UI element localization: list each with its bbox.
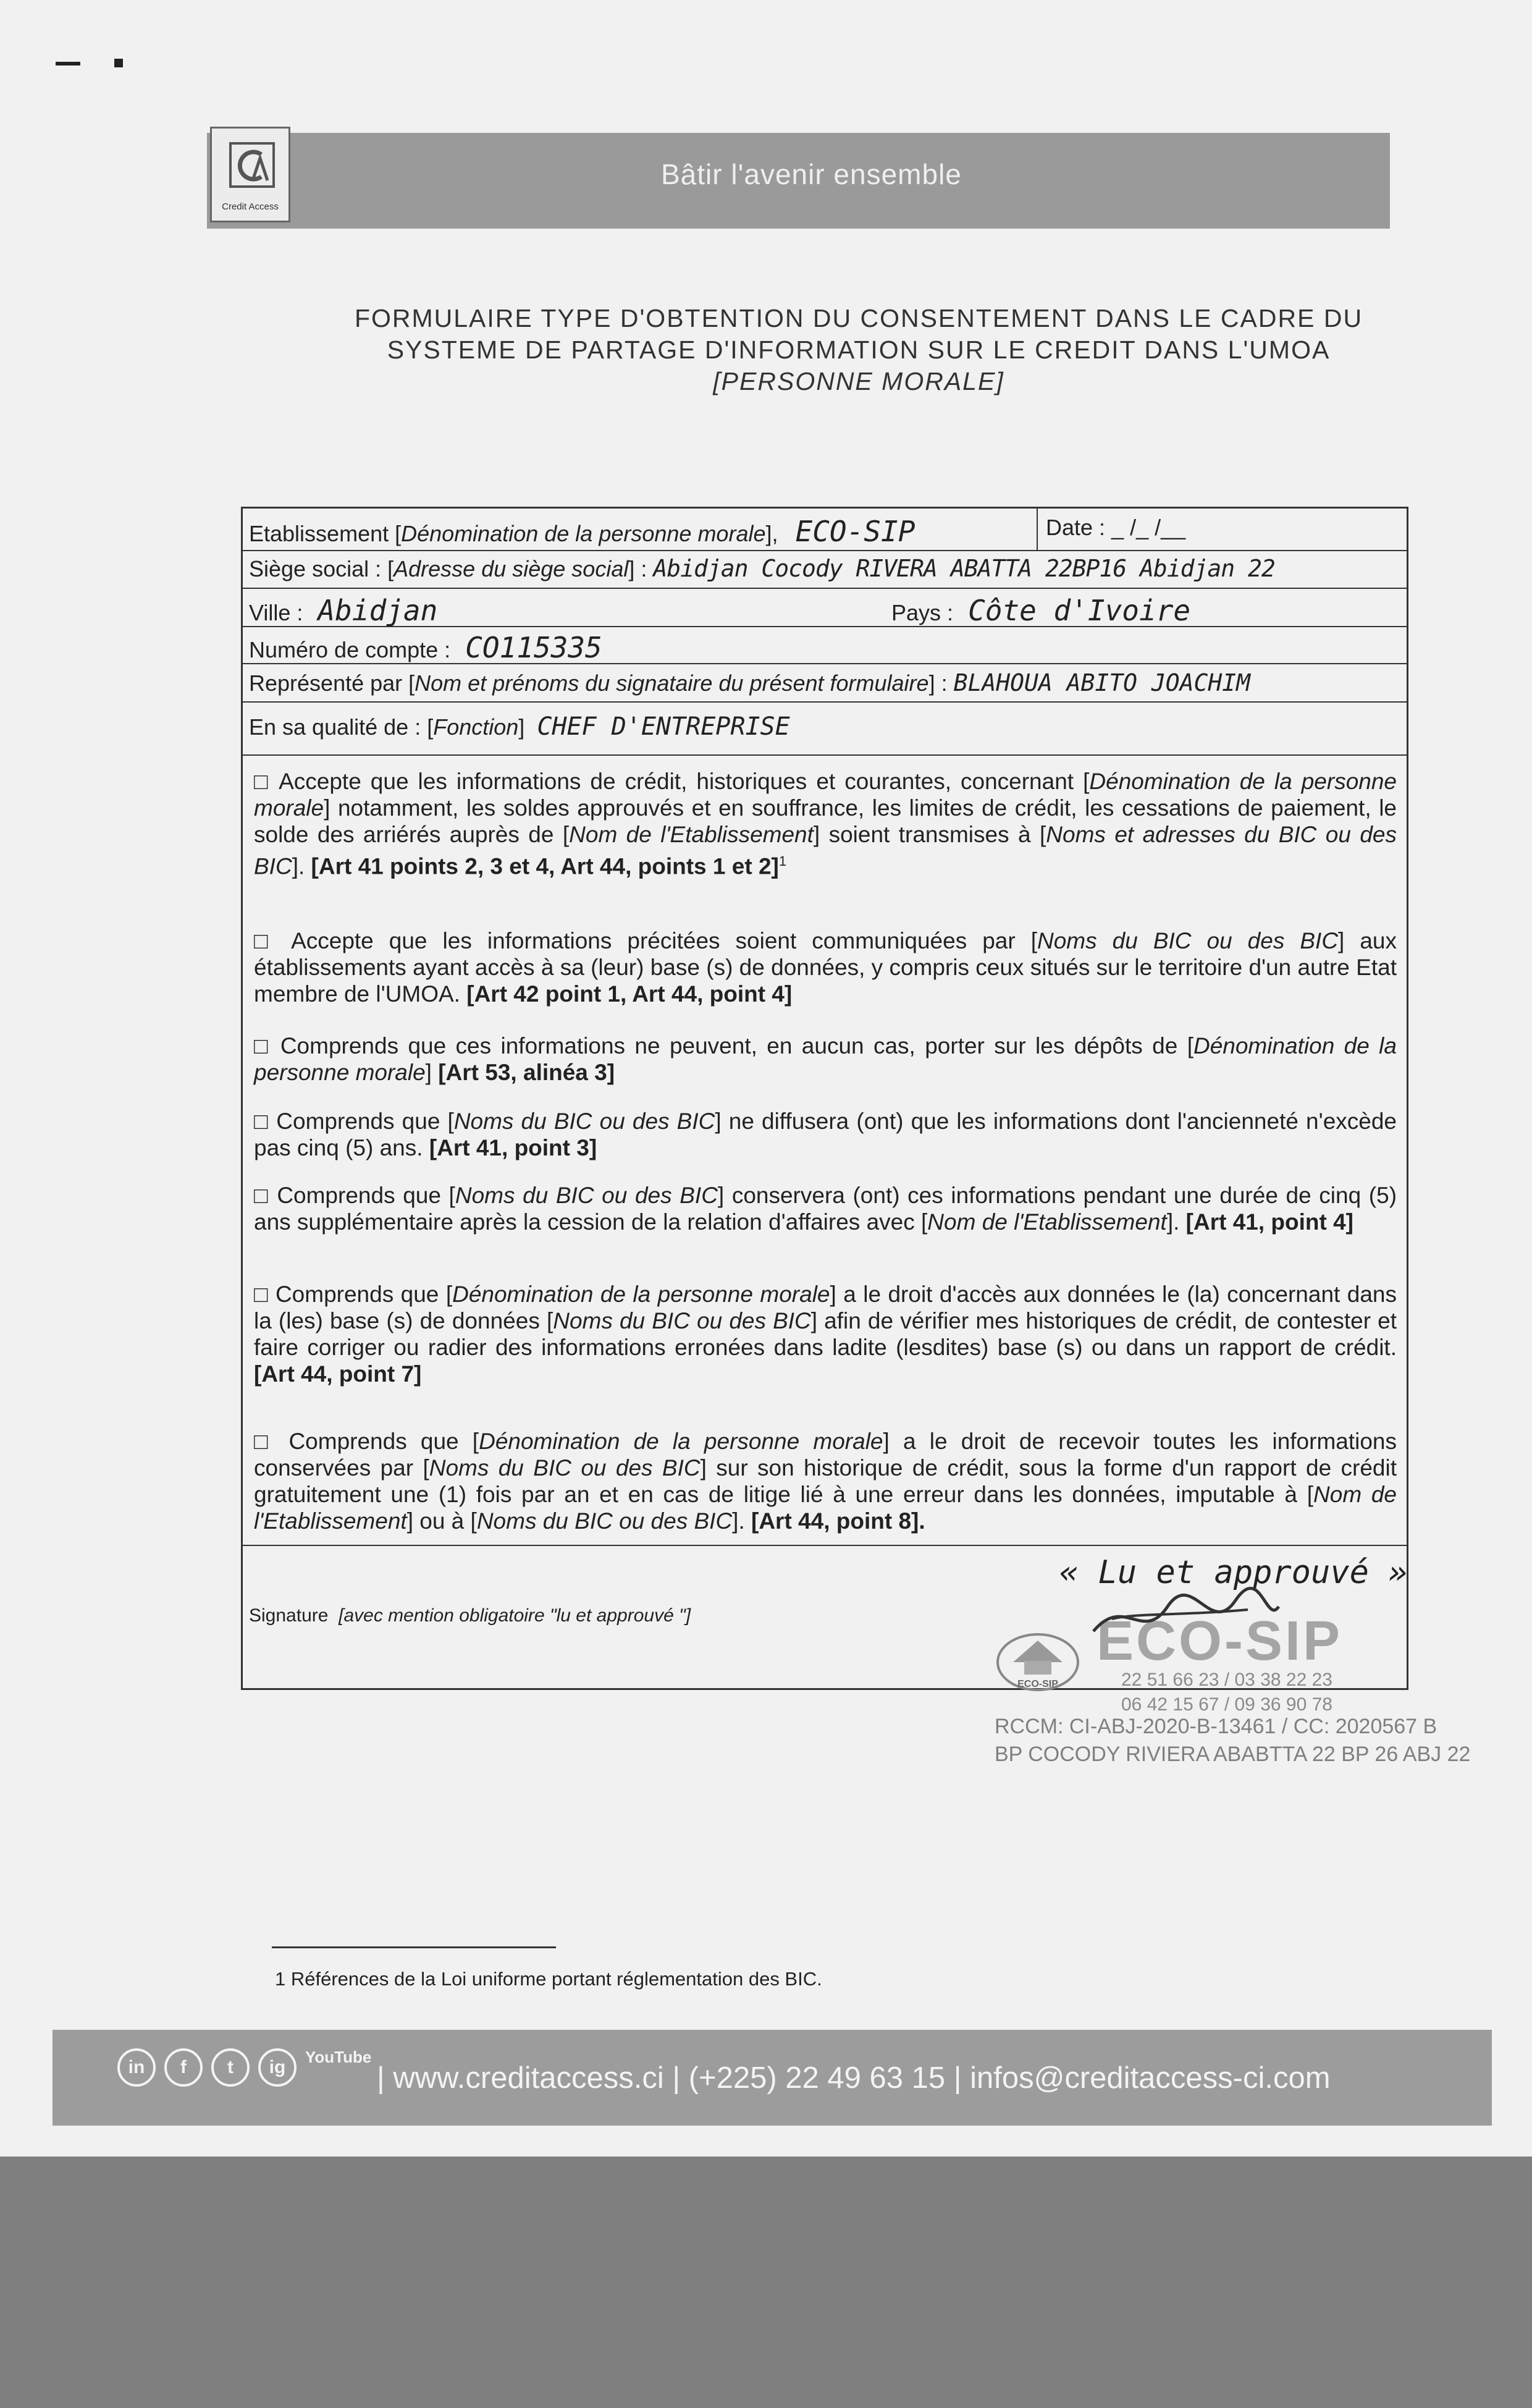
linkedin-icon[interactable]: in	[117, 2048, 156, 2087]
eco-sip-house-icon	[995, 1625, 1081, 1693]
qualite-field: En sa qualité de : [Fonction] CHEF D'ENTREPRISE	[249, 712, 790, 741]
siege-value: Abidjan Cocody RIVERA ABATTA 22BP16 Abidjan 22	[653, 555, 1275, 582]
footer-contact: | www.creditaccess.ci | (+225) 22 49 63 15 | infos@creditaccess-ci.com	[377, 2061, 1331, 2095]
stamp-name: ECO-SIP	[1096, 1610, 1343, 1672]
youtube-icon[interactable]: YouTube	[305, 2048, 372, 2066]
instagram-icon[interactable]: ig	[258, 2048, 297, 2087]
stamp-rccm: RCCM: CI-ABJ-2020-B-13461 / CC: 2020567 B	[995, 1715, 1437, 1738]
footnote-text: 1 Références de la Loi uniforme portant réglementation des BIC.	[275, 1968, 822, 1990]
footnote-separator	[272, 1946, 556, 1948]
row-divider	[243, 550, 1407, 551]
clause-1: □ Accepte que les informations de crédit, historiques et courantes, concernant [Dénomination de la personne morale] notamment, les soldes approuvés et en souffrance, les limites de crédit, les cessations de paiement, le solde des arriérés auprès de [Nom de l'Etablissement] soient transmises à [Noms et adresses du BIC ou des BIC]. [Art 41 points 2, 3 et 4, Art 44, points 1 et 2]$^1$	[254, 769, 1397, 879]
signature-scribble	[1087, 1582, 1285, 1650]
pays-field: Pays : Côte d'Ivoire	[891, 594, 1191, 627]
etablissement-value: ECO-SIP	[795, 515, 915, 548]
row-divider	[243, 701, 1407, 703]
title-line-2: SYSTEME DE PARTAGE D'INFORMATION SUR LE CREDIT DANS L'UMOA	[387, 336, 1331, 364]
clause-5: □ Comprends que [Noms du BIC ou des BIC] conservera (ont) ces informations pendant une durée de cinq (5) ans supplémentaire après la cession de la relation d'affaires avec [Nom de l'Etablissement]. [Art 41, point 4]	[254, 1183, 1397, 1235]
row-divider	[243, 754, 1407, 756]
consent-form	[241, 507, 1408, 1690]
stamp-phone-1: 22 51 66 23 / 03 38 22 23	[1121, 1670, 1332, 1690]
etablissement-field: Etablissement [Dénomination de la personne morale], ECO-SIP	[249, 515, 915, 548]
logo-text: Credit Access	[222, 201, 279, 212]
pays-value: Côte d'Ivoire	[968, 594, 1191, 627]
twitter-icon[interactable]: t	[211, 2048, 250, 2087]
row-divider	[243, 588, 1407, 589]
clause-3: □ Comprends que ces informations ne peuvent, en aucun cas, porter sur les dépôts de [Dénomination de la personne morale] [Art 53, alinéa 3]	[254, 1033, 1397, 1085]
creditaccess-logo	[210, 127, 290, 222]
compte-value: CO115335	[465, 631, 602, 664]
handwritten-approval: « Lu et approuvé »	[1059, 1554, 1408, 1591]
stamp-phone-2: 06 42 15 67 / 09 36 90 78	[1121, 1694, 1332, 1715]
signature-label: Signature [avec mention obligatoire "lu et approuvé "]	[249, 1605, 691, 1626]
ville-field: Ville : Abidjan	[249, 594, 438, 627]
clause-7: □ Comprends que [Dénomination de la personne morale] a le droit de recevoir toutes les informations conservées par [Noms du BIC ou des BIC] sur son historique de crédit, sous la forme d'un rapport de crédit gratuitement une (1) fois par an et en cas de litige lié à une erreur dans les données, imputable à [Nom de l'Etablissement] ou à [Noms du BIC ou des BIC]. [Art 44, point 8].	[254, 1429, 1397, 1534]
represente-field: Représenté par [Nom et prénoms du signataire du présent formulaire] : BLAHOUA ABITO JOACHIM	[249, 669, 1251, 696]
compte-field: Numéro de compte : CO115335	[249, 631, 602, 664]
scan-speck	[56, 62, 80, 65]
column-divider	[1037, 509, 1038, 550]
social-links	[117, 2048, 372, 2092]
clause-6: □ Comprends que [Dénomination de la personne morale] a le droit d'accès aux données le (la) concernant dans la (les) base (s) de données [Noms du BIC ou des BIC] afin de vérifier mes historiques de crédit, de contester et faire corriger ou radier des informations erronées dans ladite (lesdites) base (s) ou dans un rapport de crédit. [Art 44, point 7]	[254, 1282, 1397, 1387]
scan-speck	[114, 59, 123, 67]
ville-value: Abidjan	[318, 594, 438, 627]
form-title	[272, 303, 1446, 397]
title-line-3: [PERSONNE MORALE]	[713, 367, 1004, 395]
siege-field: Siège social : [Adresse du siège social] : Abidjan Cocody RIVERA ABATTA 22BP16 Abidjan 22	[249, 555, 1275, 582]
slogan: Bâtir l'avenir ensemble	[661, 158, 962, 190]
stamp-address: BP COCODY RIVIERA ABABTTA 22 BP 26 ABJ 22	[995, 1743, 1471, 1766]
logo-icon	[229, 142, 275, 198]
date-field: Date : _ /_ /__	[1046, 515, 1186, 540]
clause-4: □ Comprends que [Noms du BIC ou des BIC] ne diffusera (ont) que les informations dont l'ancienneté n'excède pas cinq (5) ans. [Art 41, point 3]	[254, 1109, 1397, 1160]
qualite-value: CHEF D'ENTREPRISE	[537, 712, 790, 741]
represente-value: BLAHOUA ABITO JOACHIM	[953, 669, 1251, 696]
clause-2: □ Accepte que les informations précitées soient communiquées par [Noms du BIC ou des BIC] aux établissements ayant accès à sa (leur) base (s) de données, y compris ceux situés sur le territoire d'un autre Etat membre de l'UMOA. [Art 42 point 1, Art 44, point 4]	[254, 928, 1397, 1007]
facebook-icon[interactable]: f	[164, 2048, 203, 2087]
stamp-logo-text: ECO-SIP	[1017, 1679, 1058, 1689]
title-line-1: FORMULAIRE TYPE D'OBTENTION DU CONSENTEMENT DANS LE CADRE DU	[354, 304, 1363, 332]
row-divider	[243, 1545, 1407, 1546]
